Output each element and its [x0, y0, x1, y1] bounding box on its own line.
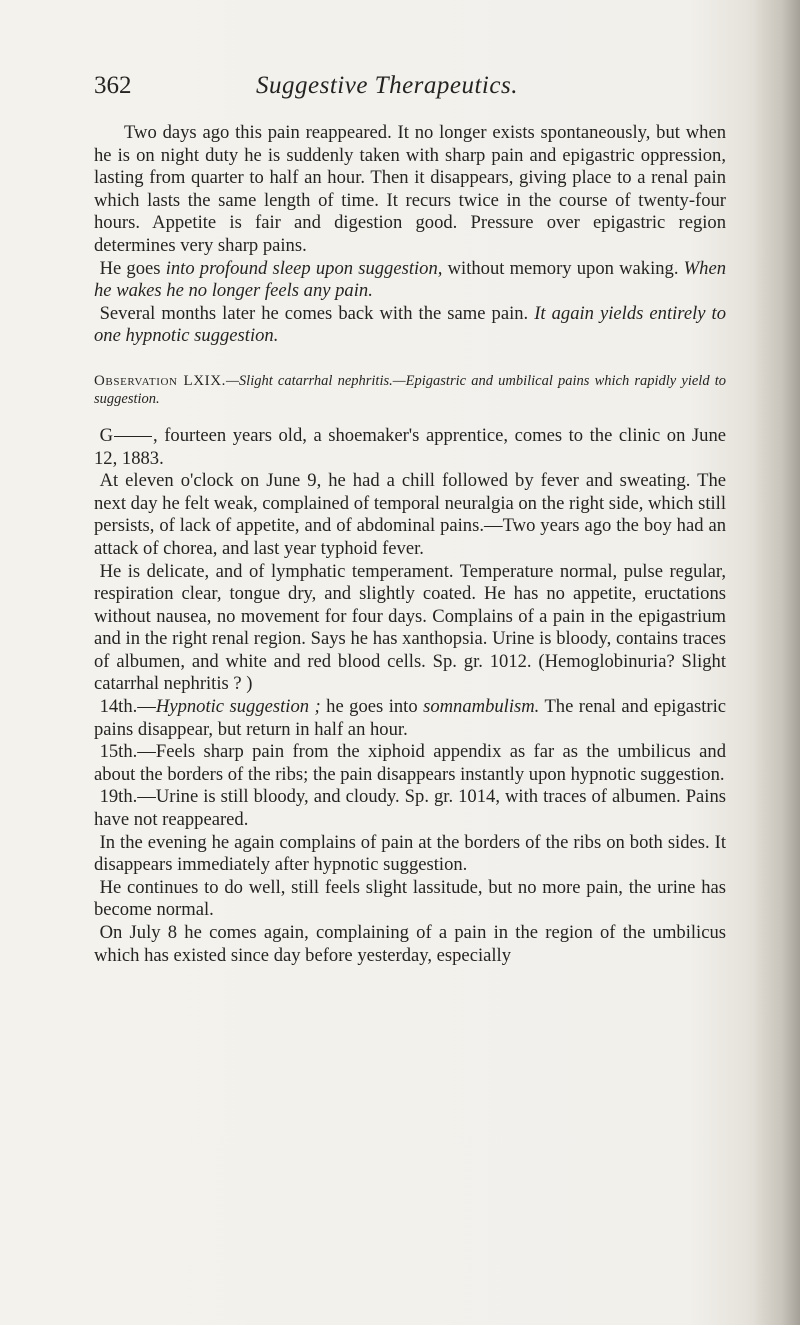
page-header: [94, 72, 714, 112]
text-run: The renal and epigastric pains disappear, but return in half an hour.: [94, 696, 727, 740]
observation-label: Observation LXIX.: [94, 372, 227, 389]
paragraph: [94, 425, 726, 470]
text-run: without memory upon waking.: [442, 257, 684, 279]
name-dash: [114, 436, 152, 437]
text-run: G: [99, 424, 114, 446]
paragraph: He continues to do well, still feels slight lassitude, but no more pain, the urine has become normal.: [94, 876, 726, 921]
paragraph: [94, 303, 726, 348]
italic-text: Hypnotic suggestion ;: [155, 696, 321, 718]
paragraph: [94, 258, 726, 303]
paragraph: On July 8 he comes again, complaining of a pain in the region of the umbilicus which has existed since day before yesterday, especially: [94, 922, 726, 966]
text-run: He goes: [99, 257, 166, 279]
paragraph: He is delicate, and of lymphatic temperament. Temperature normal, pulse regular, respiration clear, tongue dry, and slightly coated. He has no appetite, eructations without nausea, no movement for four days. Complains of a pain in the epigastrium and in the right renal region. Says he has xanthopsia. Urine is bloody, contains traces of albumen, and white and red blood cells. Sp. gr. 1012. (Hemoglobinuria? Slight catarrhal nephritis ? ): [94, 560, 726, 695]
body-text: [94, 122, 726, 967]
italic-text: It again yields entirely to one hypnotic suggestion.: [94, 302, 726, 347]
running-head: Suggestive Therapeutics.: [256, 72, 518, 99]
italic-text: into profound sleep upon suggestion,: [165, 257, 443, 279]
paragraph: 19th.—Urine is still bloody, and cloudy. Sp. gr. 1014, with traces of albumen. Pains have not reappeared.: [94, 786, 726, 831]
paragraph: At eleven o'clock on June 9, he had a chill followed by fever and sweating. The next day he felt weak, complained of temporal neuralgia on the right side, which still persists, of lack of appetite, and of abdominal pains.—Two years ago the boy had an attack of chorea, and last year typhoid fever.: [94, 470, 726, 559]
paragraph: 15th.—Feels sharp pain from the xiphoid appendix as far as the umbilicus and about the borders of the ribs; the pain disappears instantly upon hypnotic suggestion.: [94, 741, 726, 785]
italic-text: When he wakes he no longer feels any pain.: [94, 257, 727, 302]
paragraph: Two days ago this pain reappeared. It no longer exists spontaneously, but when he is on night duty he is suddenly taken with sharp pain and epigastric oppression, lasting from quarter to half an hour. Then it disappears, giving place to a renal pain which lasts the same length of time. It recurs twice in the course of twenty-four hours. Appetite is fair and digestion good. Pressure over epigastric region determines very sharp pains.: [94, 122, 726, 256]
italic-text: somnambulism.: [423, 696, 540, 718]
paragraph: [94, 696, 726, 741]
paragraph: In the evening he again complains of pain at the borders of the ribs on both sides. It disappears immediately after hypnotic suggestion.: [94, 831, 726, 876]
text-run: Several months later he comes back with the same pain.: [99, 302, 535, 324]
text-run: , fourteen years old, a shoemaker's apprentice, comes to the clinic on June 12, 1883.: [94, 424, 726, 469]
page-number: 362: [94, 72, 132, 99]
page-edge-shadow: [754, 0, 800, 1325]
observation-title: —Slight catarrhal nephritis.—Epigastric and umbilical pains which rapidly yield to suggestion.: [94, 372, 726, 407]
text-run: he goes into: [320, 696, 424, 718]
observation-heading: [94, 372, 726, 408]
text-run: 14th.—: [99, 696, 156, 718]
